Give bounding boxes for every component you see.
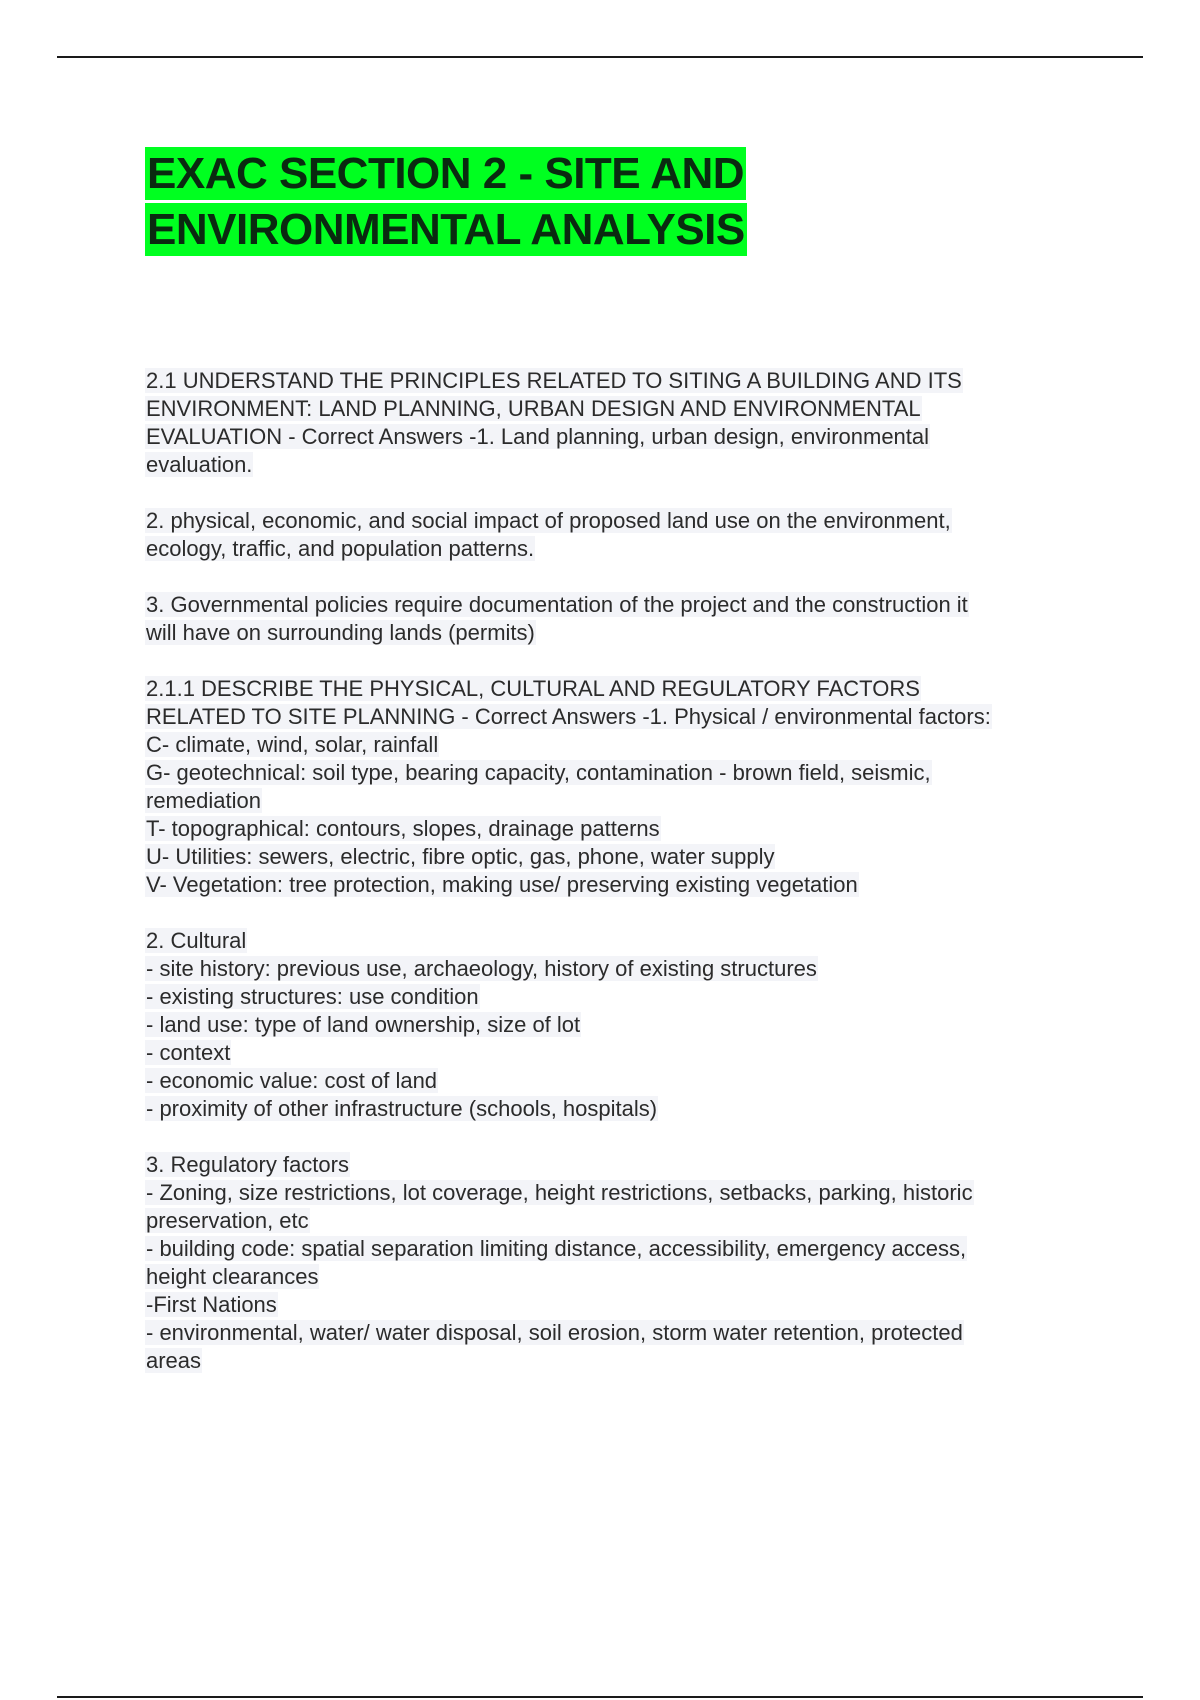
text-line (145, 1263, 1085, 1291)
text-line-content: - proximity of other infrastructure (schools, hospitals) (146, 1096, 658, 1121)
text-line (145, 1319, 1085, 1347)
text-line (145, 731, 1085, 759)
text-line-content: preservation, etc (146, 1208, 309, 1233)
text-line-content: evaluation. (146, 452, 253, 477)
text-line-content: 2.1 UNDERSTAND THE PRINCIPLES RELATED TO SITING A BUILDING AND ITS (146, 368, 962, 393)
paragraph (145, 927, 1085, 1123)
bottom-rule (57, 1696, 1143, 1698)
text-line (145, 1095, 1085, 1123)
text-line-content: 2. Cultural (146, 928, 247, 953)
paragraph (145, 591, 1085, 647)
text-line (145, 1347, 1085, 1375)
text-line-content: will have on surrounding lands (permits) (146, 620, 535, 645)
text-line-content: 2.1.1 DESCRIBE THE PHYSICAL, CULTURAL AND REGULATORY FACTORS (146, 676, 920, 701)
text-line (145, 367, 1085, 395)
text-line (145, 395, 1085, 423)
text-line-content: 3. Governmental policies require documentation of the project and the construction it (146, 592, 968, 617)
text-line (145, 619, 1085, 647)
text-line (145, 1235, 1085, 1263)
text-line (145, 1151, 1085, 1179)
text-line-content: - Zoning, size restrictions, lot coverage, height restrictions, setbacks, parking, historic (146, 1180, 973, 1205)
text-line (145, 1011, 1085, 1039)
text-line (145, 1179, 1085, 1207)
text-line (145, 983, 1085, 1011)
text-line-content: T- topographical: contours, slopes, drainage patterns (146, 816, 660, 841)
text-line (145, 507, 1085, 535)
text-line (145, 843, 1085, 871)
text-line-content: -First Nations (146, 1292, 277, 1317)
text-line-content: - site history: previous use, archaeology, history of existing structures (146, 956, 817, 981)
text-line (145, 1291, 1085, 1319)
text-line (145, 423, 1085, 451)
text-line (145, 591, 1085, 619)
title-line: ENVIRONMENTAL ANALYSIS (147, 205, 745, 254)
text-line-content: RELATED TO SITE PLANNING - Correct Answers -1. Physical / environmental factors: (146, 704, 991, 729)
paragraph (145, 367, 1085, 479)
text-line-content: 2. physical, economic, and social impact of proposed land use on the environment, (146, 508, 951, 533)
text-line-content: G- geotechnical: soil type, bearing capacity, contamination - brown field, seismic, (146, 760, 931, 785)
text-line (145, 451, 1085, 479)
text-line-content: - economic value: cost of land (146, 1068, 438, 1093)
text-line-content: - land use: type of land ownership, size of lot (146, 1012, 581, 1037)
paragraph (145, 1151, 1085, 1375)
text-line (145, 815, 1085, 843)
title-line: EXAC SECTION 2 - SITE AND (147, 149, 745, 198)
top-rule (57, 56, 1143, 58)
text-line-content: areas (146, 1348, 202, 1373)
text-line (145, 759, 1085, 787)
document-body (145, 367, 1085, 1403)
text-line-content: 3. Regulatory factors (146, 1152, 349, 1177)
text-line-content: ecology, traffic, and population patterns. (146, 536, 535, 561)
text-line-content: - existing structures: use condition (146, 984, 479, 1009)
text-line-content: - building code: spatial separation limiting distance, accessibility, emergency access, (146, 1236, 967, 1261)
text-line (145, 675, 1085, 703)
paragraph (145, 675, 1085, 899)
document-title-text (145, 147, 747, 256)
text-line-content: U- Utilities: sewers, electric, fibre optic, gas, phone, water supply (146, 844, 775, 869)
text-line-content: - environmental, water/ water disposal, soil erosion, storm water retention, protected (146, 1320, 963, 1345)
text-line-content: remediation (146, 788, 261, 813)
text-line-content: V- Vegetation: tree protection, making use/ preserving existing vegetation (146, 872, 858, 897)
text-line-content: - context (146, 1040, 231, 1065)
text-line (145, 1067, 1085, 1095)
text-line (145, 871, 1085, 899)
text-line-content: EVALUATION - Correct Answers -1. Land planning, urban design, environmental (146, 424, 930, 449)
text-line (145, 535, 1085, 563)
document-title (145, 146, 815, 258)
text-line (145, 1207, 1085, 1235)
paragraph (145, 507, 1085, 563)
text-line-content: height clearances (146, 1264, 319, 1289)
text-line (145, 1039, 1085, 1067)
text-line (145, 787, 1085, 815)
text-line (145, 703, 1085, 731)
text-line (145, 955, 1085, 983)
text-line (145, 927, 1085, 955)
text-line-content: ENVIRONMENT: LAND PLANNING, URBAN DESIGN AND ENVIRONMENTAL (146, 396, 921, 421)
text-line-content: C- climate, wind, solar, rainfall (146, 732, 439, 757)
